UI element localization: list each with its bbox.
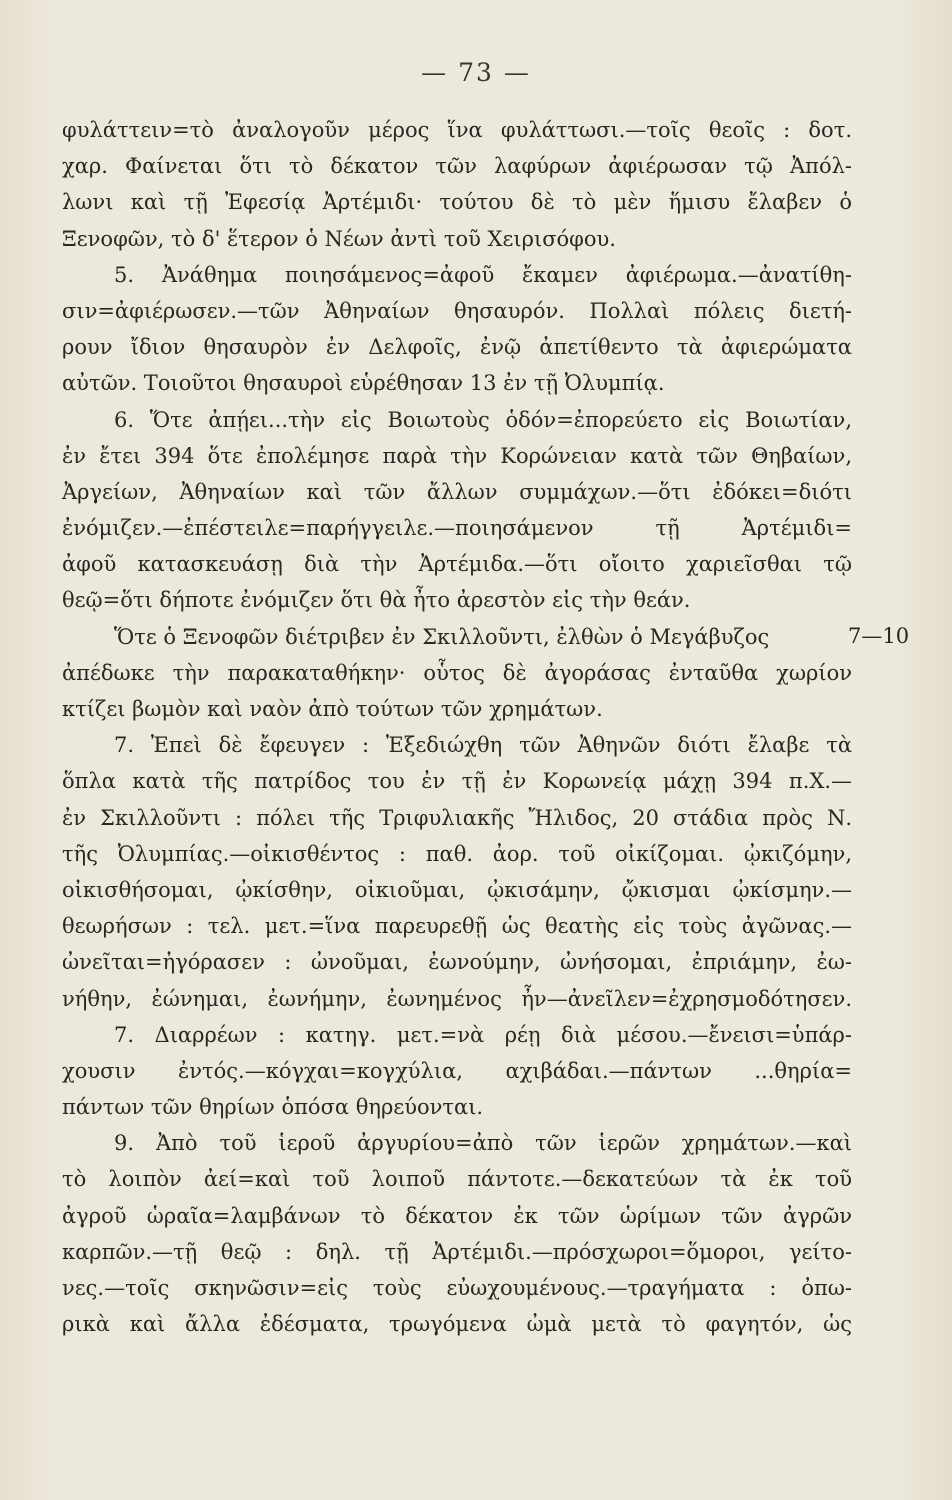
text-line: ἀφοῦ κατασκευάσῃ διὰ τὴν Ἀρτέμιδα.—ὅτι οἴοιτο χαριεῖσθαι τῷ [62,552,852,577]
text-line: νες.—τοῖς σκηνῶσιν=εἰς τοὺς εὐωχουμένους.—τραγήματα : ὀπω- [62,1276,852,1300]
text-line: χαρ. Φαίνεται ὅτι τὸ δέκατον τῶν λαφύρων ἀφιέρωσαν τῷ Ἀπόλ- [62,154,852,179]
text-line: κτίζει βωμὸν καὶ ναὸν ἀπὸ τούτων τῶν χρημάτων. [62,697,603,721]
text-line: ὠνεῖται=ἠγόρασεν : ὠνοῦμαι, ἐωνούμην, ὠνήσομαι, ἐπριάμην, ἐω- [62,950,852,975]
text-line: ρικὰ καὶ ἄλλα ἐδέσματα, τρωγόμενα ὠμὰ μετὰ τὸ φαγητόν, ὡς [62,1312,852,1337]
text-line: 9. Ἀπὸ τοῦ ἱεροῦ ἀργυρίου=ἀπὸ τῶν ἱερῶν χρημάτων.—καὶ [114,1131,852,1156]
text-line: Ξενοφῶν, τὸ δ' ἕτερον ὁ Νέων ἀντὶ τοῦ Χειρισόφου. [62,226,616,251]
text-line: οἰκισθήσομαι, ᾠκίσθην, οἰκιοῦμαι, ᾠκισάμην, ᾤκισμαι ᾠκίσμην.— [62,877,852,902]
text-line: Ὅτε ὁ Ξενοφῶν διέτριβεν ἐν Σκιλλοῦντι, ἐλθὼν ὁ Μεγάβυζος [114,624,770,649]
commentary-text [62,112,852,1342]
text-line: αὐτῶν. Τοιοῦτοι θησαυροὶ εὑρέθησαν 13 ἐν τῇ Ὀλυμπίᾳ. [62,371,665,396]
page-number: — 73 — [421,58,531,87]
margin-line-reference: 7—10 [848,624,910,648]
text-line: 6. Ὅτε ἀπῄει...τὴν εἰς Βοιωτοὺς ὁδόν=ἐπορεύετο εἰς Βοιωτίαν, [114,407,852,432]
text-line: ἀπέδωκε τὴν παρακαταθήκην· οὗτος δὲ ἀγοράσας ἐνταῦθα χωρίον [62,660,852,685]
text-line: ἐνόμιζεν.—ἐπέστειλε=παρήγγειλε.—ποιησάμενον τῇ Ἀρτέμιδι= [62,516,852,541]
text-line: Ἀργείων, Ἀθηναίων καὶ τῶν ἄλλων συμμάχων.—ὅτι ἐδόκει=διότι [62,479,852,504]
text-line: φυλάττειν=τὸ ἀναλογοῦν μέρος ἵνα φυλάττωσι.—τοῖς θεοῖς : δοτ. [62,118,852,142]
text-line: τῆς Ὀλυμπίας.—οἰκισθέντος : παθ. ἀορ. τοῦ οἰκίζομαι. ᾠκιζόμην, [62,841,852,866]
text-line: λωνι καὶ τῇ Ἐφεσίᾳ Ἀρτέμιδι· τούτου δὲ τὸ μὲν ἥμισυ ἔλαβεν ὁ [62,190,852,215]
text-line: πάντων τῶν θηρίων ὁπόσα θηρεύονται. [62,1095,484,1120]
text-line: 5. Ἀνάθημα ποιησάμενος=ἀφοῦ ἔκαμεν ἀφιέρωμα.—ἀνατίθη- [114,262,852,287]
text-line: 7. Διαρρέων : κατηγ. μετ.=νὰ ρέῃ διὰ μέσου.—ἔνεισι=ὑπάρ- [114,1022,852,1047]
text-line: ἀγροῦ ὡραῖα=λαμβάνων τὸ δέκατον ἐκ τῶν ὡρίμων τῶν ἀγρῶν [62,1203,852,1228]
text-line: ὅπλα κατὰ τῆς πατρίδος του ἐν τῇ ἐν Κορωνείᾳ μάχῃ 394 π.Χ.— [62,769,852,794]
text-line: σιν=ἀφιέρωσεν.—τῶν Ἀθηναίων θησαυρόν. Πολλαὶ πόλεις διετή- [62,298,852,323]
text-line: τὸ λοιπὸν ἀεί=καὶ τοῦ λοιποῦ πάντοτε.—δεκατεύων τὰ ἐκ τοῦ [62,1167,852,1192]
text-line: νήθην, ἐώνημαι, ἐωνήμην, ἐωνημένος ἦν—ἀνεῖλεν=ἐχρησμοδότησεν. [62,986,852,1011]
text-line: ἐν Σκιλλοῦντι : πόλει τῆς Τριφυλιακῆς Ἤλιδος, 20 στάδια πρὸς Ν. [62,805,852,830]
text-line: θεωρήσων : τελ. μετ.=ἵνα παρευρεθῇ ὡς θεατὴς εἰς τοὺς ἀγῶνας.— [62,914,852,939]
text-line: καρπῶν.—τῇ θεῷ : δηλ. τῇ Ἀρτέμιδι.—πρόσχωροι=ὅμοροι, γείτο- [62,1239,852,1264]
text-line: χουσιν ἐντός.—κόγχαι=κογχύλια, αχιβάδαι.—πάντων ...θηρία= [62,1058,852,1083]
text-line: θεῷ=ὅτι δήποτε ἐνόμιζεν ὅτι θὰ ἦτο ἀρεστὸν εἰς τὴν θεάν. [62,588,691,613]
text-line: ἐν ἔτει 394 ὅτε ἐπολέμησε παρὰ τὴν Κορώνειαν κατὰ τῶν Θηβαίων, [62,443,852,468]
text-line: 7. Ἐπεὶ δὲ ἔφευγεν : Ἐξεδιώχθη τῶν Ἀθηνῶν διότι ἔλαβε τὰ [114,733,852,758]
text-line: ρουν ἴδιον θησαυρὸν ἐν Δελφοῖς, ἐνῷ ἀπετίθεντο τὰ ἀφιερώματα [62,335,852,360]
